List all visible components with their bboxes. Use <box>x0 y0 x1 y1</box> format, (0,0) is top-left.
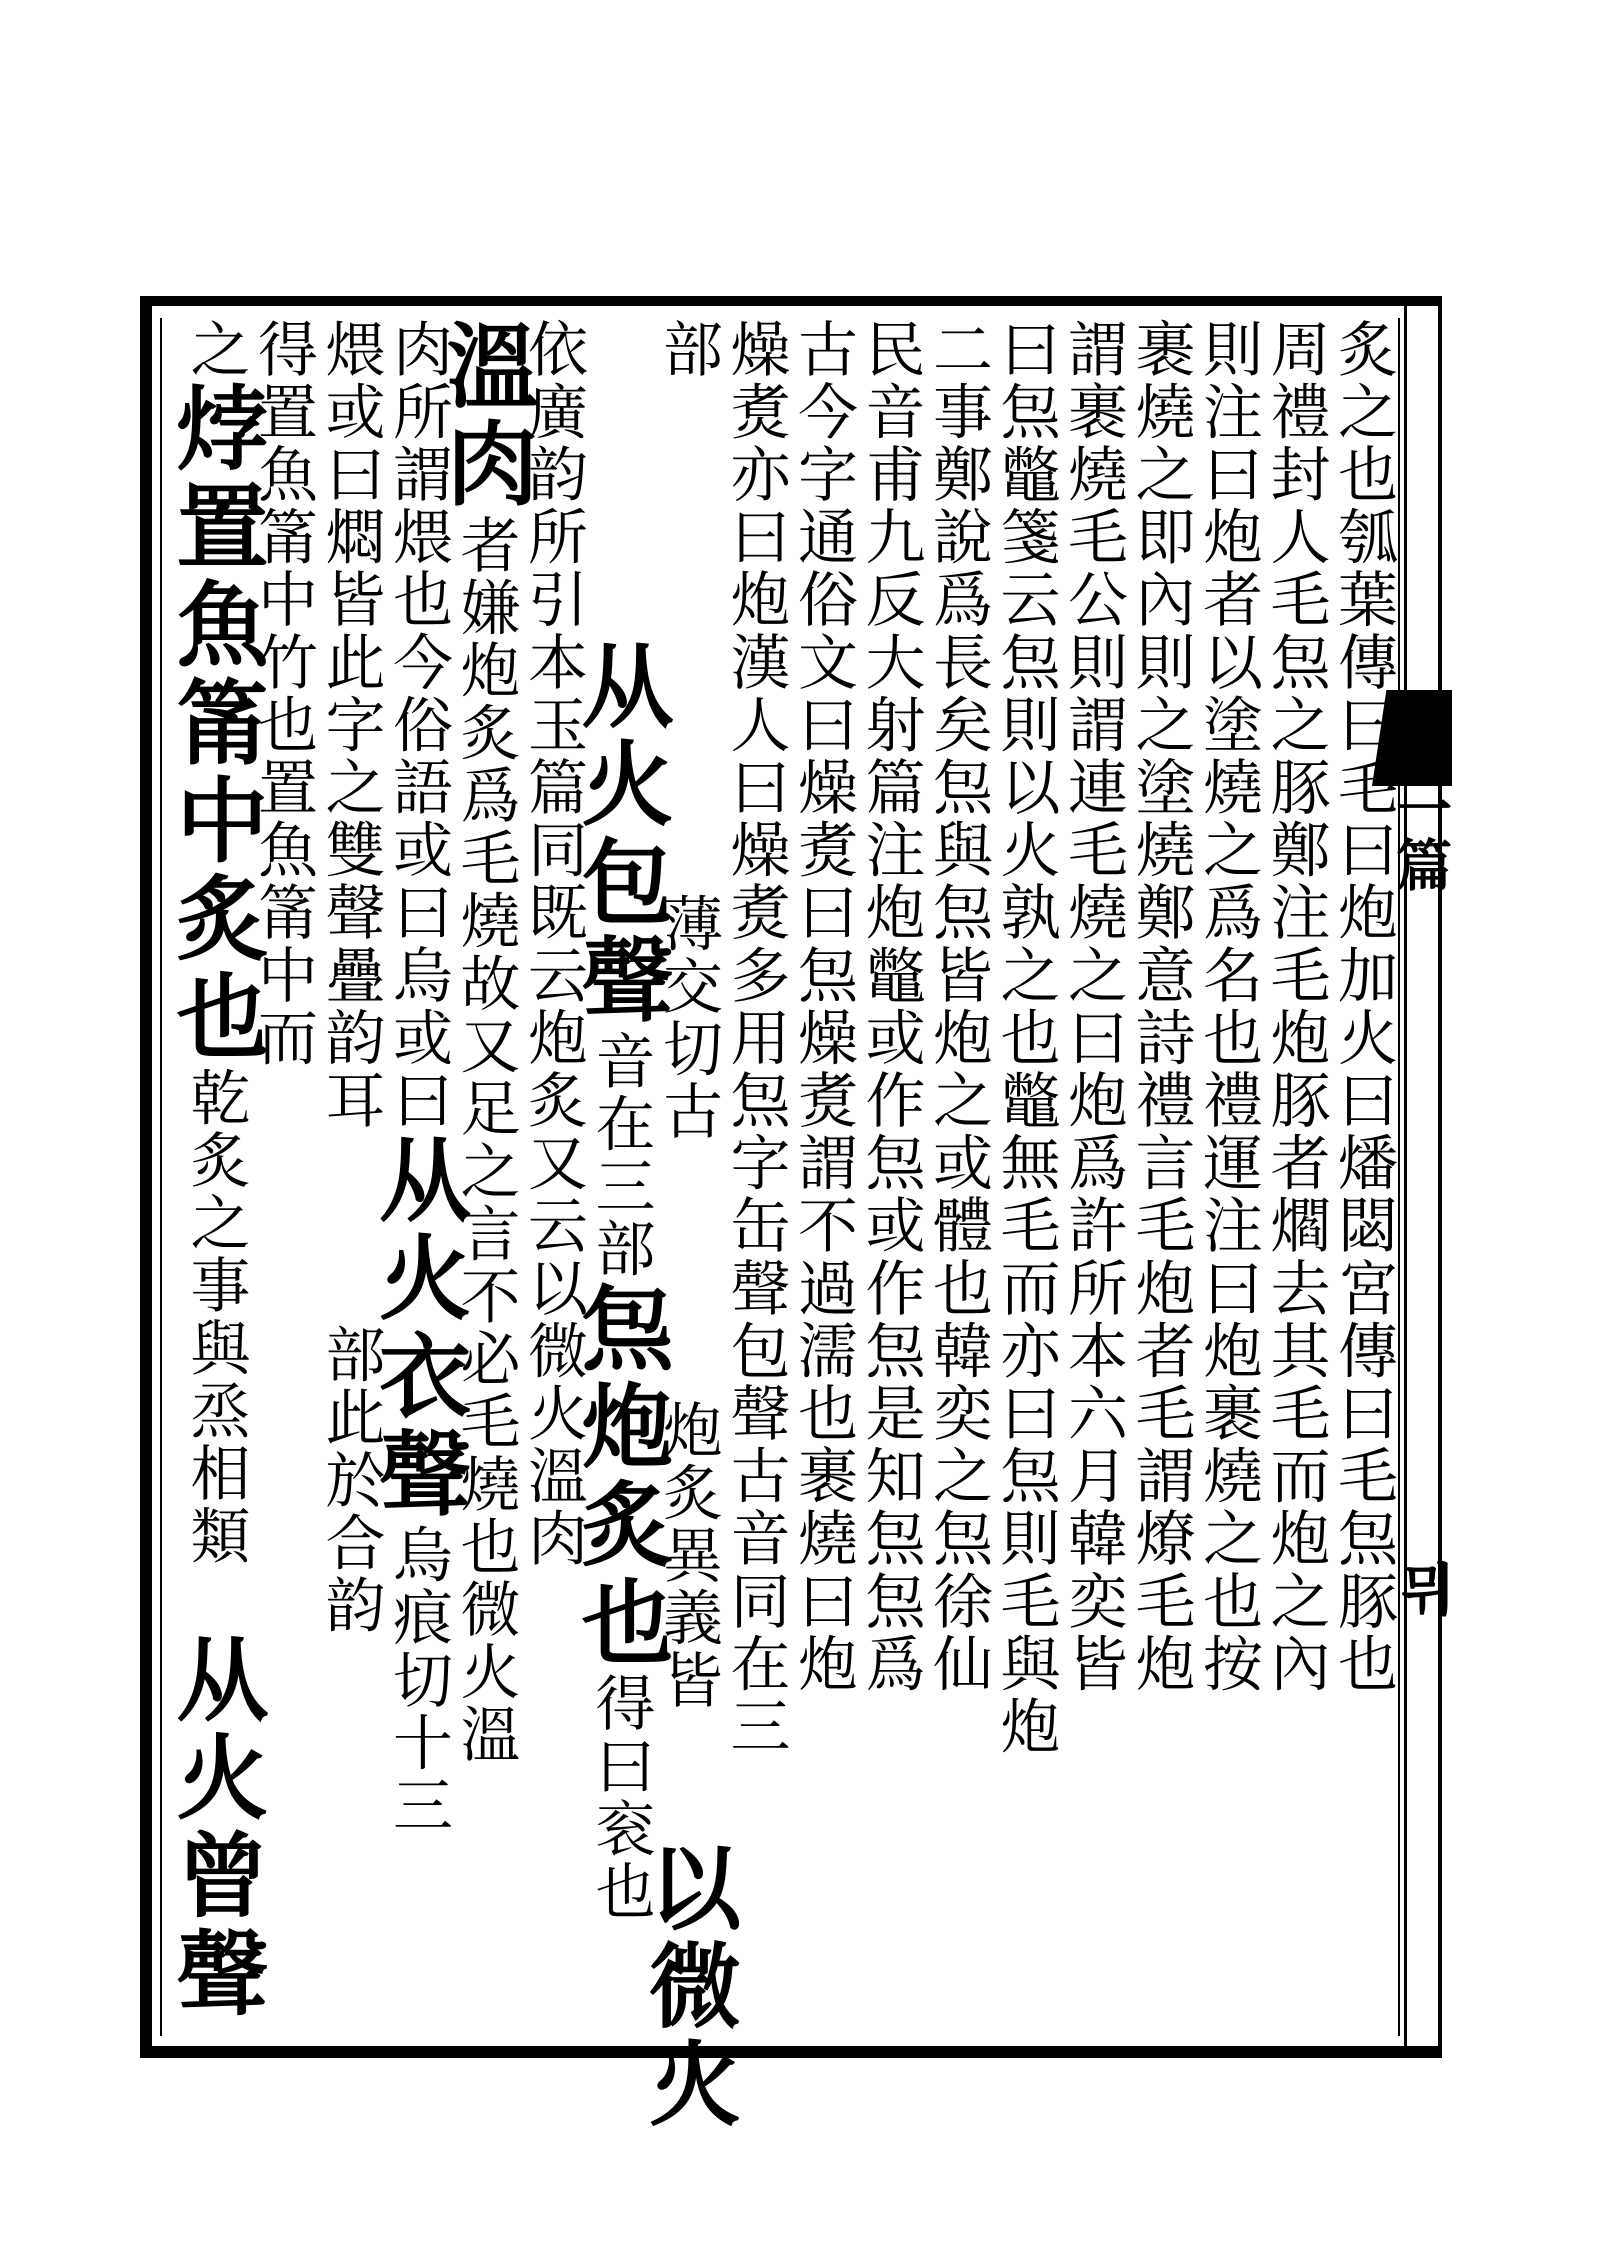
main-entry-text: 㶿置魚筩中炙也 <box>161 380 270 1067</box>
commentary-text: 音在三部 <box>585 1030 656 1281</box>
commentary-text: 部此於合韵 <box>315 1323 386 1637</box>
margin-chapter-title: 一篇 <box>1387 780 1453 892</box>
text-column <box>788 318 858 2038</box>
commentary-text: 周禮封人毛炰之豚鄭注毛炮豚者爓去其毛而炮之內 <box>1260 318 1331 1696</box>
main-entry-text: 从火包聲 <box>566 638 675 1030</box>
commentary-text: 謂裹燒毛公則謂連毛燒之曰炮爲許所本六月韓奕皆 <box>1058 318 1128 1696</box>
main-entry-text: 以微火 <box>634 1840 742 2135</box>
commentary-text: 曰炰鼈箋云炰則以火孰之也鼈無毛而亦曰炰則毛與炮 <box>990 318 1061 1758</box>
commentary-text: 之 <box>180 318 251 381</box>
text-column <box>634 318 742 2135</box>
commentary-text: 炙之也瓠葉傳曰毛曰炮加火曰燔閟宮傳曰毛炰豚也 <box>1328 318 1398 1696</box>
commentary-text: 肉所謂煨也今俗語或曰烏或曰 <box>383 318 453 1132</box>
inner-border-right <box>1398 318 1400 2036</box>
commentary-text: 炮炙異義皆 <box>653 1399 723 1713</box>
text-column <box>855 318 926 2038</box>
commentary-text: 依廣韵所引本玉篇同既云炮炙又云以微火溫肉 <box>518 318 588 1570</box>
text-column <box>161 318 270 2038</box>
commentary-text: 古今字通俗文曰燥煑曰炰燥煑謂不過濡也裹燒曰炮 <box>788 318 858 1696</box>
commentary-text: 部 <box>653 318 723 381</box>
text-column <box>518 318 588 2038</box>
commentary-text: 得置魚筩中竹也置魚筩中而 <box>248 318 318 1070</box>
commentary-text: 乾炙之事與烝相類 <box>180 1066 251 1568</box>
commentary-text: 煨或曰燜皆此字之雙聲疊韵耳 <box>315 318 386 1132</box>
commentary-text: 得曰衮也 <box>585 1672 656 1923</box>
text-column <box>1125 318 1196 2038</box>
text-column <box>1193 318 1263 2038</box>
text-column <box>315 318 386 2038</box>
text-column <box>990 318 1061 2038</box>
text-column <box>1260 318 1331 2038</box>
text-column <box>364 318 472 2038</box>
main-entry-text: 从火衣聲 <box>364 1131 472 1524</box>
text-column <box>566 318 675 2038</box>
commentary-text: 則注曰炮者以塗燒之爲名也禮運注曰炮裹燒之也按 <box>1193 318 1263 1696</box>
margin-page-number: 뮈 <box>1391 1560 1457 1616</box>
text-column <box>720 318 791 2038</box>
main-entry-text: 炰炮炙也 <box>566 1280 675 1673</box>
main-entry-text: 溫肉 <box>431 318 540 514</box>
text-column <box>1058 318 1128 2038</box>
main-entry-text: 从火曾聲 <box>161 1631 270 2024</box>
fore-edge-strip <box>1404 300 1455 2052</box>
text-column <box>923 318 993 2038</box>
commentary-text: 民音甫九反大射篇注炮鼈或作炰或作炰是知炰炰爲 <box>855 318 926 1696</box>
commentary-text: 二事鄭說爲長矣炰與炰皆炮之或體也韓奕之炰徐仙 <box>923 318 993 1696</box>
commentary-text: 者嫌炮炙爲毛燒故又足之言不必毛燒也微火溫 <box>450 514 521 1766</box>
commentary-text: 薄交切古 <box>653 892 723 1144</box>
commentary-text: 裹燒之即內則之塗燒鄭意詩禮言毛炮者毛謂燎毛炮 <box>1125 318 1196 1696</box>
text-column <box>1328 318 1398 2038</box>
commentary-text: 烏痕切十三 <box>383 1523 453 1837</box>
commentary-text: 燥煑亦曰炮漢人曰燥煑多用炰字缶聲包聲古音同在三 <box>720 318 791 1758</box>
